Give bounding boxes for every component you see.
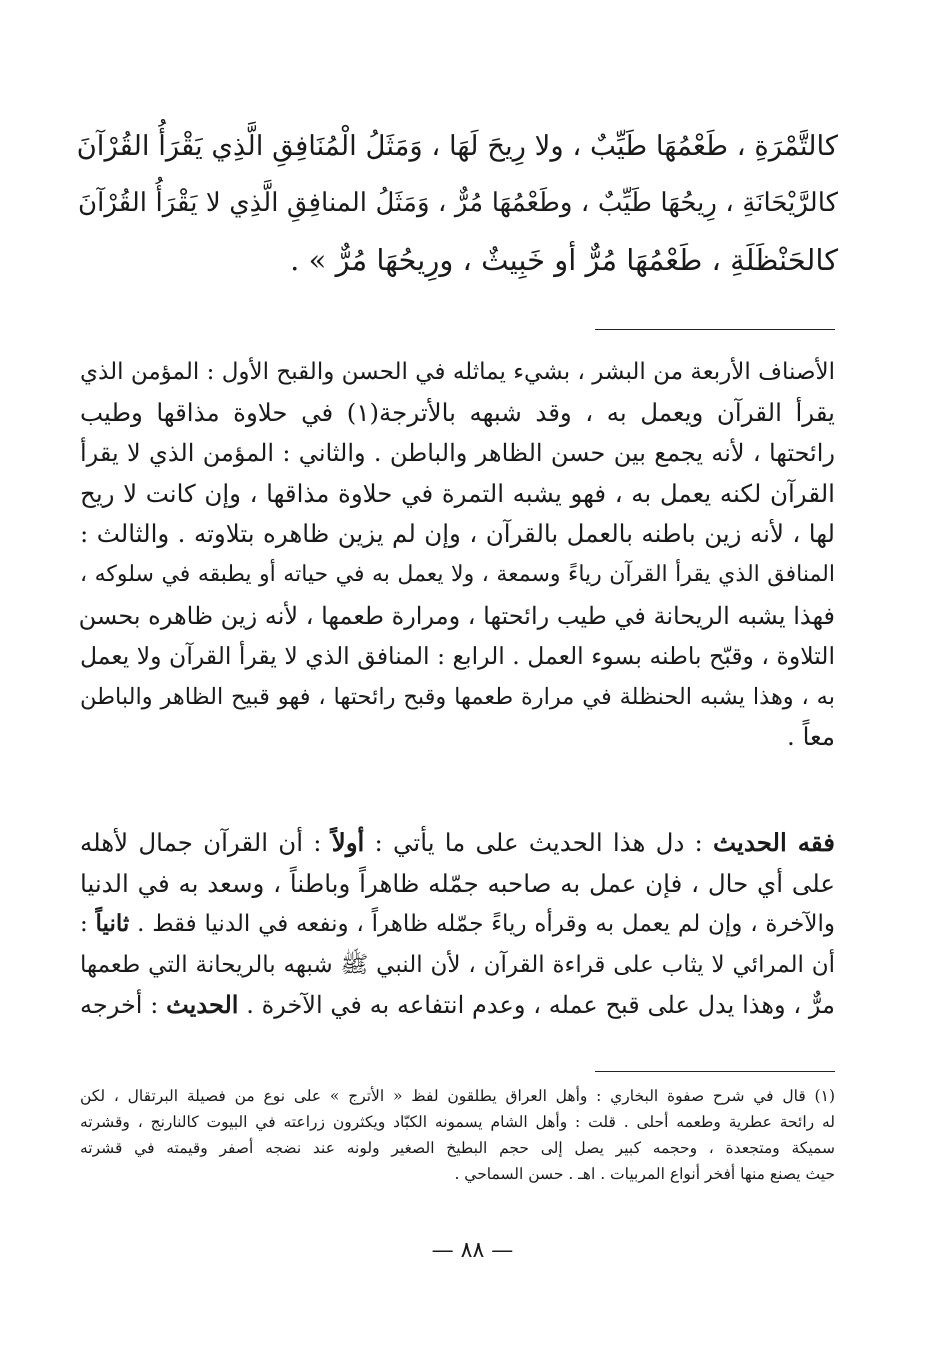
- commentary-line: التلاوة ، وقبّح باطنه بسوء العمل . الرابع : المنافق الذي لا يقرأ القرآن ولا يعمل: [80, 642, 835, 671]
- fiqh-line: [80, 823, 835, 864]
- hadith-line: كالتَّمْرَةِ ، طَعْمُهَا طَيِّبٌ ، ولا رِيحَ لَهَا ، وَمَثَلُ الْمُنَافِقِ الَّذِي يَقْرَأُ القُرْآنَ: [76, 130, 838, 162]
- footnote-line: له رائحة عطرية وطعمه أحلى . قلت : وأهل الشام يسمونه الكبّاد ويكثرون زراعته في البيوت كالنارنج ، وقشرته: [80, 1113, 835, 1131]
- commentary-text: [80, 352, 835, 758]
- commentary-line: القرآن لكنه يعمل به ، فهو يشبه التمرة في حلاوة مذاقها ، وإن كانت لا ريح: [80, 478, 835, 508]
- commentary-line: لها ، لأنه زين باطنه بالعمل بالقرآن ، وإن لم يزين ظاهره بتلاوته . والثالث :: [80, 519, 835, 549]
- fiqh-line: [80, 904, 835, 945]
- commentary-line: المنافق الذي يقرأ القرآن رياءً وسمعة ، ولا يعمل به في حياته أو يطبقه في سلوكه ،: [80, 561, 835, 587]
- page-number: — ٨٨ —: [431, 1238, 514, 1263]
- section-divider: [595, 329, 835, 330]
- hadith-line: كالرَّيْحَانَةِ ، رِيحُهَا طَيِّبٌ ، وطَعْمُهَا مُرٌّ ، وَمَثَلُ المنافِقِ الَّذِي لا يَقْرَأُ القُرْآنَ: [78, 188, 838, 218]
- fiqh-text: مرٌّ ، وهذا يدل على قبح عمله ، وعدم انتفاعه به في الآخرة .: [238, 991, 835, 1020]
- fiqh-line: على أي حال ، فإن عمل به صاحبه جمّله ظاهراً وباطناً ، وسعد به في الدنيا: [80, 868, 835, 898]
- fiqh-text: والآخرة ، وإن لم يعمل به وقرأه رياءً جمّله ظاهراً ، ونفعه في الدنيا فقط .: [129, 911, 835, 938]
- fiqh-second-marker: ثانياً: [95, 910, 130, 938]
- commentary-line: فهذا يشبه الريحانة في طيب رائحتها ، ومرارة طعمها ، لأنه زين ظاهره بحسن: [78, 601, 835, 630]
- hadith-text: [78, 118, 838, 289]
- fiqh-section: [80, 823, 835, 1026]
- fiqh-text: :: [80, 911, 96, 938]
- fiqh-text: : دل هذا الحديث على ما يأتي :: [364, 828, 713, 857]
- commentary-line: الأصناف الأربعة من البشر ، بشيء يماثله في الحسن والقبح الأول : المؤمن الذي: [80, 359, 835, 385]
- footnote-line: حيث يصنع منها أفخر أنواع المربيات . اهـ . حسن السماحي .: [454, 1165, 835, 1183]
- commentary-line: رائحتها ، لأنه يجمع بين حسن الظاهر والباطن . والثاني : المؤمن الذي لا يقرأ: [80, 439, 835, 468]
- fiqh-text: : أخرجه: [80, 991, 167, 1020]
- footnote-divider: [595, 1071, 835, 1072]
- fiqh-text: : أن القرآن جمال لأهله: [80, 828, 332, 857]
- fiqh-line: أن المرائي لا يثاب على قراءة القرآن ، لأن النبي ﷺ شبهه بالريحانة التي طعمها: [80, 951, 835, 978]
- hadith-source-heading: الحديث: [166, 990, 239, 1020]
- commentary-line: معاً .: [787, 722, 835, 752]
- fiqh-first-marker: أولاً: [331, 828, 365, 857]
- footnote: [80, 1083, 835, 1187]
- hadith-line: كالحَنْظَلَةِ ، طَعْمُهَا مُرٌّ أو خَبِيثٌ ، ورِيحُهَا مُرٌّ » .: [290, 243, 838, 277]
- footnote-line: (١) قال في شرح صفوة البخاري : وأهل العراق يطلقون لفظ « الأترج » على نوع من فصيلة البرتقال ، لكن: [80, 1087, 835, 1105]
- fiqh-line: [80, 985, 835, 1026]
- fiqh-heading: فقه الحديث: [713, 828, 835, 857]
- commentary-line: يقرأ القرآن ويعمل به ، وقد شبهه بالأترجة(١) في حلاوة مذاقها وطيب: [80, 397, 835, 427]
- commentary-line: به ، وهذا يشبه الحنظلة في مرارة طعمها وقبح رائحتها ، فهو قبيح الظاهر والباطن: [80, 683, 835, 710]
- footnote-line: سميكة ومتجعدة ، وحجمه كبير يصل إلى حجم البطيخ الصغير ولونه عند نضجه أصفر وقيمته في قشرته: [80, 1139, 835, 1157]
